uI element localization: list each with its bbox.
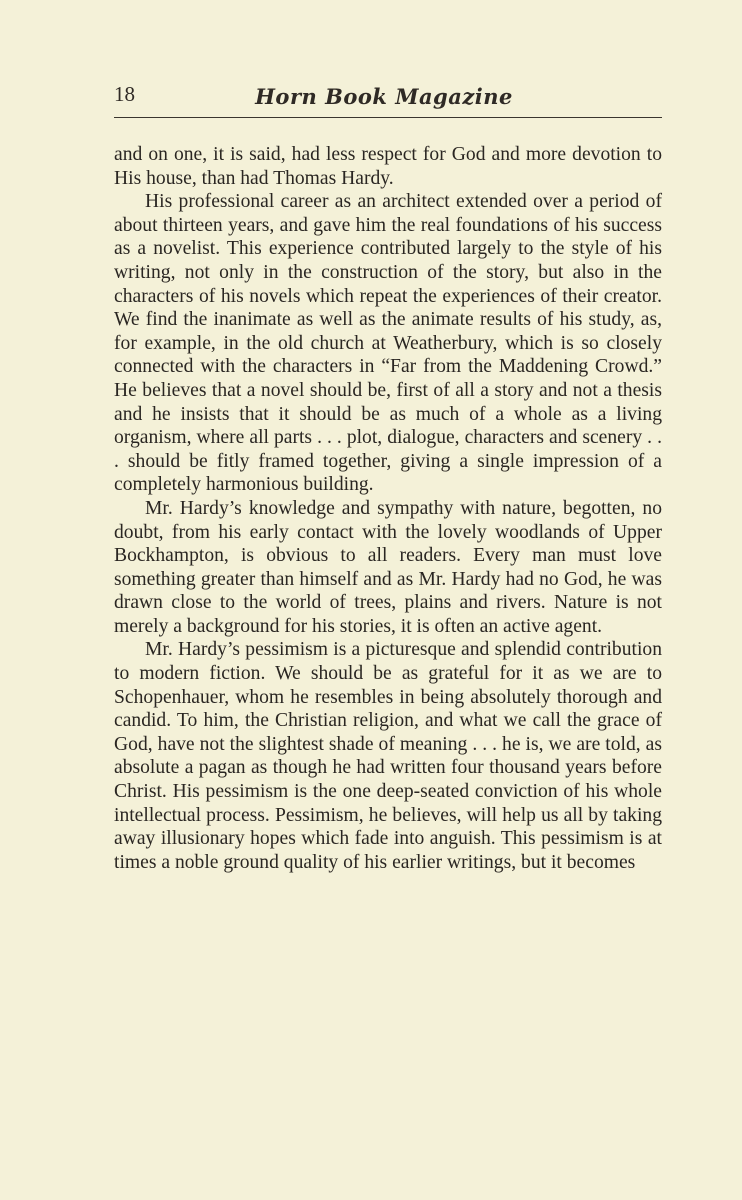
paragraph-nature: Mr. Hardy’s knowledge and sympathy with nature, begotten, no doubt, from his early contact with the lovely woodlands of Upper Bockhampton, is obvious to all readers. Every man must love something greater than himself and as Mr. Hardy had no God, he was drawn close to the world of trees, plains and rivers. Nature is not merely a background for his stories, it is often an active agent. — [114, 497, 662, 637]
paragraph-career: His professional career as an architect extended over a period of about thirteen years, and gave him the real foundations of his success as a novelist. This experience contributed largely to the style of his writing, not only in the construction of the story, but also in the characters of his novels which repeat the experiences of their creator. We find the inanimate as well as the animate results of his study, as, for example, in the old church at Weatherbury, which is so closely connected with the characters in “Far from the Maddening Crowd.” He believes that a novel should be, first of all a story and not a thesis and he insists that it should be as much of a whole as a living organism, where all parts . . . plot, dialogue, characters and scenery . . . should be fitly framed together, giving a single impression of a completely harmonious building. — [114, 191, 662, 496]
header-rule — [114, 117, 662, 118]
paragraph-continued: and on one, it is said, had less respect for God and more devotion to His house, than had Thomas Hardy. — [114, 144, 662, 189]
running-title: Horn Book Magazine — [255, 84, 513, 109]
page-number: 18 — [114, 82, 135, 106]
body-text — [114, 143, 662, 874]
paragraph-pessimism: Mr. Hardy’s pessimism is a picturesque and splendid contribution to modern fiction. We should be as grateful for it as we are to Schopenhauer, whom he resembles in being absolutely thorough and candid. To him, the Christian religion, and what we call the grace of God, have not the slightest shade of meaning . . . he is, we are told, as absolute a pagan as though he had written four thousand years before Christ. His pessimism is the one deep-seated conviction of his whole intellectual process. Pessimism, he believes, will help us all by taking away illusionary hopes which fade into anguish. This pessimism is at times a noble ground quality of his earlier writings, but it becomes — [114, 639, 662, 873]
page-header — [114, 78, 664, 118]
